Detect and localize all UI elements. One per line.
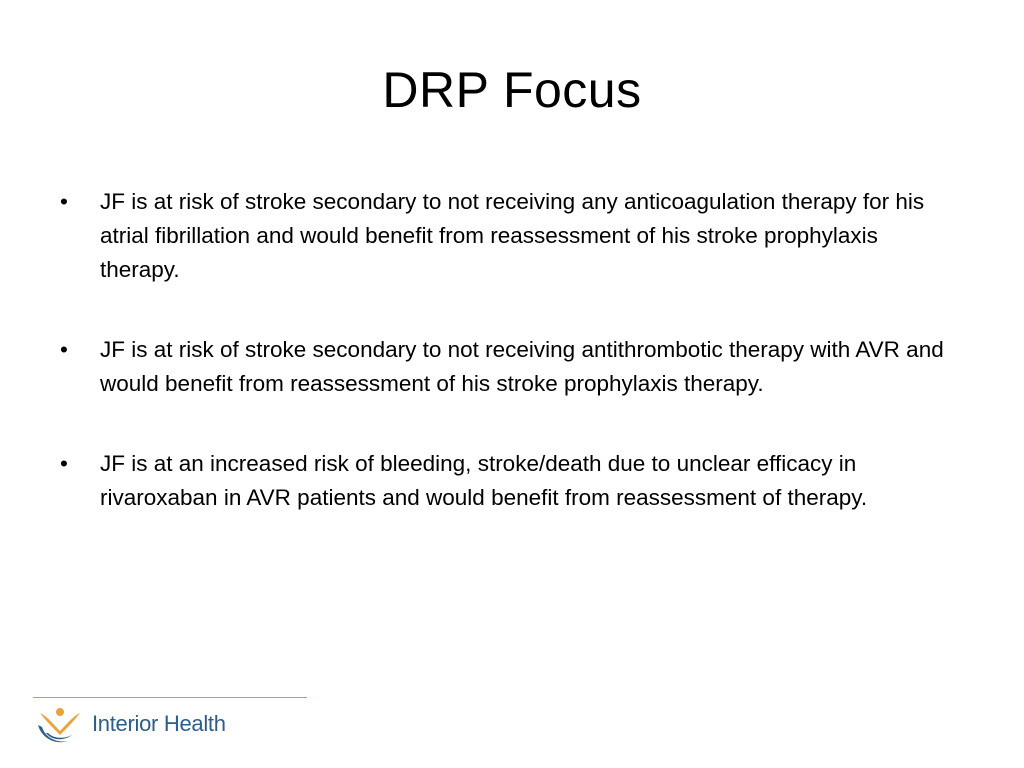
- logo-text: Interior Health: [92, 711, 226, 736]
- bullet-list: [60, 185, 960, 561]
- bullet-item: [60, 333, 960, 401]
- bullet-item: [60, 447, 960, 515]
- bullet-icon: •: [60, 337, 68, 362]
- interior-health-logo-icon: [34, 703, 86, 745]
- bullet-icon: •: [60, 451, 68, 476]
- bullet-icon: •: [60, 189, 68, 214]
- bullet-text: JF is at risk of stroke secondary to not receiving any anticoagulation therapy for his atrial fibrillation and would benefit from reassessment of his stroke prophylaxis therapy.: [100, 189, 925, 282]
- interior-health-logo: [34, 703, 226, 745]
- footer-divider: [33, 697, 307, 698]
- bullet-text: JF is at risk of stroke secondary to not receiving antithrombotic therapy with AVR and would benefit from reassessment of his stroke prophylaxis therapy.: [100, 337, 944, 396]
- bullet-item: [60, 185, 960, 287]
- slide-title: DRP Focus: [382, 62, 642, 118]
- bullet-text: JF is at an increased risk of bleeding, stroke/death due to unclear efficacy in rivaroxaban in AVR patients and would benefit from reassessment of therapy.: [100, 451, 868, 510]
